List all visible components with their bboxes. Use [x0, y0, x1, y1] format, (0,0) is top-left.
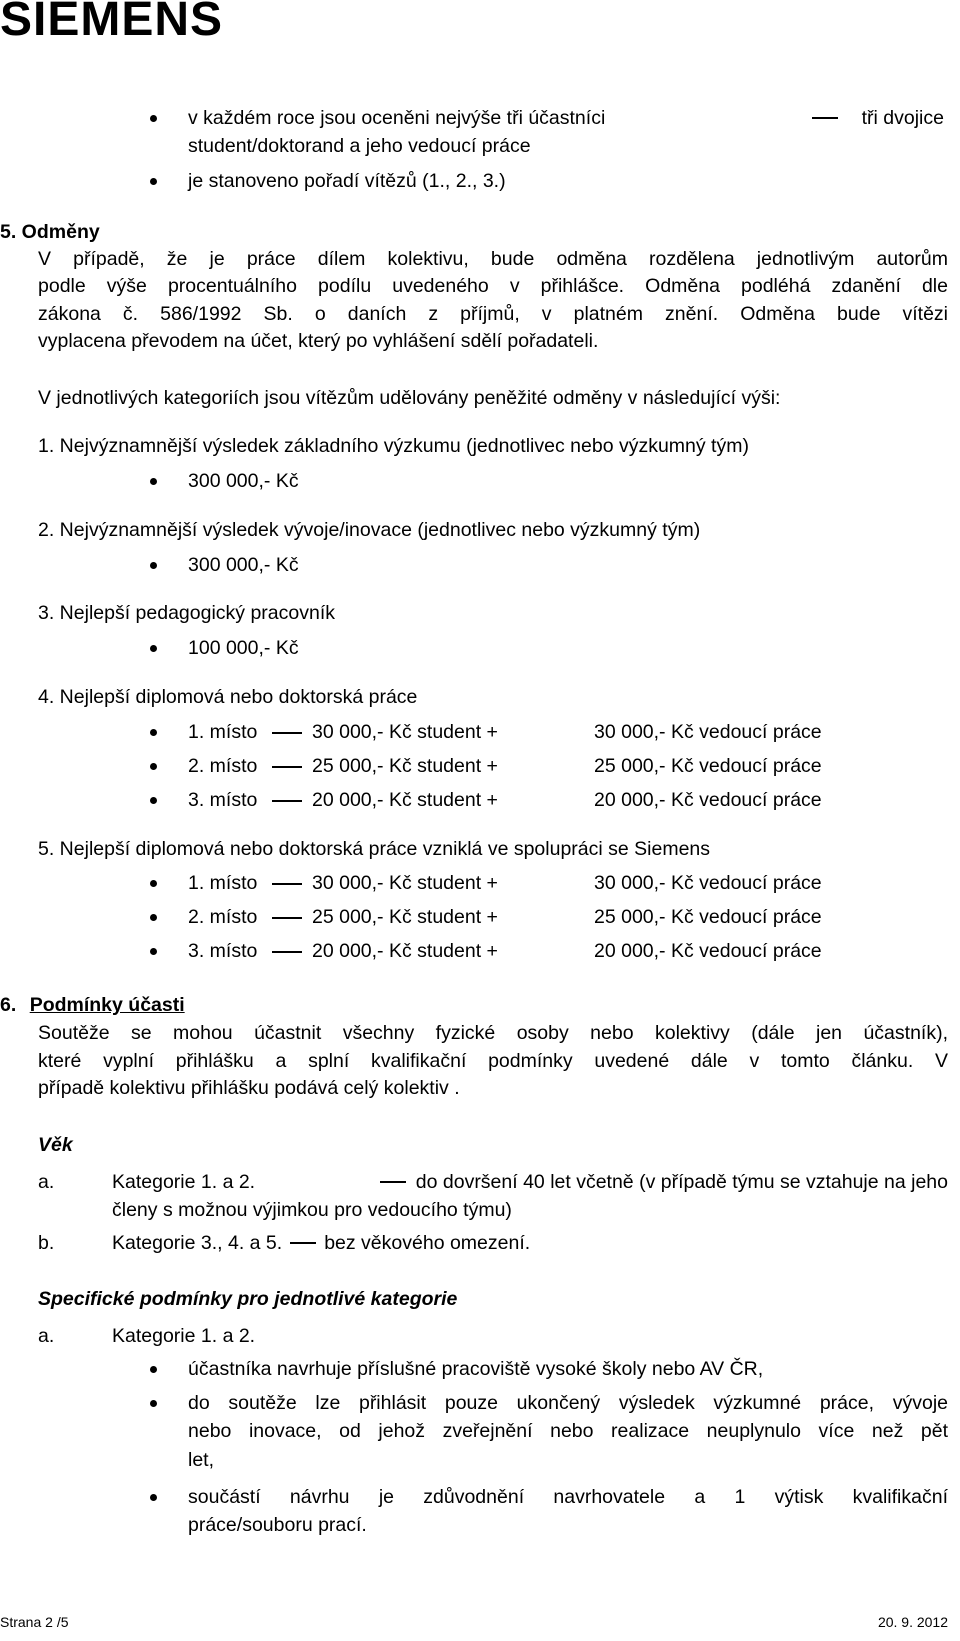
list-marker: a.	[38, 1325, 55, 1347]
category-title: 3. Nejlepší pedagogický pracovník	[38, 602, 336, 624]
dash-icon	[290, 1242, 316, 1244]
bullet-line: let,	[188, 1448, 215, 1471]
list-item	[38, 1168, 54, 1196]
category-label: Kategorie 1. a 2.	[112, 1325, 256, 1347]
bullet-icon	[150, 729, 157, 736]
list-marker: b.	[38, 1232, 55, 1254]
list-item	[150, 1483, 948, 1543]
bullet-text	[188, 104, 948, 161]
bullet-icon	[150, 914, 157, 921]
student-amount: 25 000,- Kč student +	[312, 906, 498, 928]
dash-icon	[812, 117, 838, 119]
paragraph-line: V případě, že je práce dílem kolektivu, bude odměna rozdělena jednotlivým autorům	[38, 248, 948, 270]
paragraph-line: které vyplní přihlášku a splní kvalifikační podmínky uvedené dále v tomto článku. V	[38, 1050, 948, 1072]
category-title: 5. Nejlepší diplomová nebo doktorská práce vzniklá ve spolupráci se Siemens	[38, 838, 711, 860]
bullet-line: do soutěže lze přihlásit pouze ukončený výsledek výzkumné práce, vývoje	[188, 1392, 948, 1414]
paragraph-line: vyplacena převodem na účet, který po vyhlášení sdělí pořadateli.	[38, 330, 599, 352]
list-item	[150, 551, 948, 581]
list-item	[150, 1355, 948, 1385]
student-amount: 20 000,- Kč student +	[312, 789, 498, 811]
section-heading: 5. Odměny	[0, 221, 100, 243]
place-label: 1. místo	[188, 721, 258, 743]
place-label: 2. místo	[188, 906, 258, 928]
section-heading	[0, 991, 185, 1019]
list-item	[150, 634, 948, 664]
page-number: Strana 2 /5	[0, 1614, 69, 1630]
paragraph-line: podle výše procentuálního podílu uvedeného v přihlášce. Odměna podléhá zdanění dle	[38, 275, 948, 297]
age-condition: bez věkového omezení.	[324, 1232, 531, 1254]
list-item	[150, 1389, 948, 1479]
supervisor-amount: 25 000,- Kč vedoucí práce	[594, 906, 822, 928]
bullet-icon	[150, 178, 157, 185]
list-item	[38, 1229, 54, 1257]
category-title: 2. Nejvýznamnější výsledek vývoje/inovace (jednotlivec nebo výzkumný tým)	[38, 519, 701, 541]
bullet-text: je stanoveno pořadí vítězů (1., 2., 3.)	[188, 170, 506, 192]
supervisor-amount: 30 000,- Kč vedoucí práce	[594, 721, 822, 743]
bullet-line: nebo inovace, od jehož zveřejnění nebo realizace neuplynulo více než pět	[188, 1420, 948, 1443]
bullet-icon	[150, 478, 157, 485]
prize-row	[150, 786, 870, 816]
prize-row	[150, 937, 870, 967]
place-label: 2. místo	[188, 755, 258, 777]
subheading: Specifické podmínky pro jednotlivé kategorie	[38, 1288, 458, 1310]
bullet-icon	[150, 948, 157, 955]
dash-icon	[380, 1181, 406, 1183]
category-label: Kategorie 1. a 2.	[112, 1171, 256, 1193]
list-item-text	[112, 1229, 530, 1257]
section-number: 6.	[0, 994, 17, 1016]
bullet-text	[188, 1389, 948, 1474]
bullet-text: účastníka navrhuje příslušné pracoviště vysoké školy nebo AV ČR,	[188, 1358, 764, 1380]
bullet-line-tail: tři dvojice	[861, 107, 944, 129]
siemens-logo: SIEMENS	[0, 0, 224, 46]
bullet-icon	[150, 763, 157, 770]
list-item	[150, 467, 948, 497]
student-amount: 30 000,- Kč student +	[312, 721, 498, 743]
subheading: Věk	[38, 1134, 73, 1156]
bullet-line: student/doktorand a jeho vedoucí práce	[188, 135, 531, 158]
prize-row	[150, 752, 870, 782]
dash-icon	[272, 917, 302, 919]
student-amount: 20 000,- Kč student +	[312, 940, 498, 962]
supervisor-amount: 25 000,- Kč vedoucí práce	[594, 755, 822, 777]
prize-amount: 300 000,- Kč	[188, 470, 299, 492]
list-marker: a.	[38, 1171, 55, 1193]
category-title: 1. Nejvýznamnější výsledek základního výzkumu (jednotlivec nebo výzkumný tým)	[38, 435, 749, 457]
paragraph-line: případě kolektivu přihlášku podává celý kolektiv .	[38, 1077, 460, 1099]
prize-amount: 100 000,- Kč	[188, 637, 299, 659]
place-label: 3. místo	[188, 940, 258, 962]
bullet-text	[188, 1483, 948, 1540]
prize-row	[150, 903, 870, 933]
dash-icon	[272, 732, 302, 734]
paragraph-line: zákona č. 586/1992 Sb. o daních z příjmů, v platném znění. Odměna bude vítězi	[38, 303, 948, 325]
bullet-icon	[150, 1494, 157, 1501]
paragraph-line: Soutěže se mohou účastnit všechny fyzické osoby nebo kolektivy (dále jen účastník),	[38, 1022, 948, 1044]
place-label: 3. místo	[188, 789, 258, 811]
bullet-icon	[150, 1400, 157, 1407]
category-title: 4. Nejlepší diplomová nebo doktorská práce	[38, 686, 418, 708]
list-item	[150, 104, 948, 164]
age-condition-cont: členy s možnou výjimkou pro vedoucího týmu)	[112, 1199, 512, 1222]
bullet-icon	[150, 115, 157, 122]
section-title: Podmínky účasti	[29, 994, 185, 1016]
place-label: 1. místo	[188, 872, 258, 894]
dash-icon	[272, 766, 302, 768]
student-amount: 30 000,- Kč student +	[312, 872, 498, 894]
dash-icon	[272, 883, 302, 885]
bullet-icon	[150, 562, 157, 569]
supervisor-amount: 30 000,- Kč vedoucí práce	[594, 872, 822, 894]
footer-date: 20. 9. 2012	[877, 1614, 948, 1630]
prize-intro: V jednotlivých kategoriích jsou vítězům udělovány peněžité odměny v následující výši:	[38, 387, 781, 409]
bullet-line: práce/souboru prací.	[188, 1514, 367, 1537]
bullet-icon	[150, 797, 157, 804]
supervisor-amount: 20 000,- Kč vedoucí práce	[594, 789, 822, 811]
bullet-icon	[150, 645, 157, 652]
list-item	[150, 167, 948, 197]
bullet-line: součástí návrhu je zdůvodnění navrhovatele a 1 výtisk kvalifikační	[188, 1486, 948, 1508]
category-label: Kategorie 3., 4. a 5.	[112, 1232, 283, 1254]
prize-row	[150, 869, 870, 899]
bullet-icon	[150, 1366, 157, 1373]
prize-amount: 300 000,- Kč	[188, 554, 299, 576]
bullet-icon	[150, 880, 157, 887]
list-item-text	[112, 1168, 948, 1225]
prize-row	[150, 718, 870, 748]
dash-icon	[272, 800, 302, 802]
student-amount: 25 000,- Kč student +	[312, 755, 498, 777]
bullet-line: v každém roce jsou oceněni nejvýše tři účastníci	[188, 107, 606, 129]
supervisor-amount: 20 000,- Kč vedoucí práce	[594, 940, 822, 962]
dash-icon	[272, 951, 302, 953]
age-condition: do dovršení 40 let včetně (v případě týmu se vztahuje na jeho	[415, 1171, 948, 1193]
